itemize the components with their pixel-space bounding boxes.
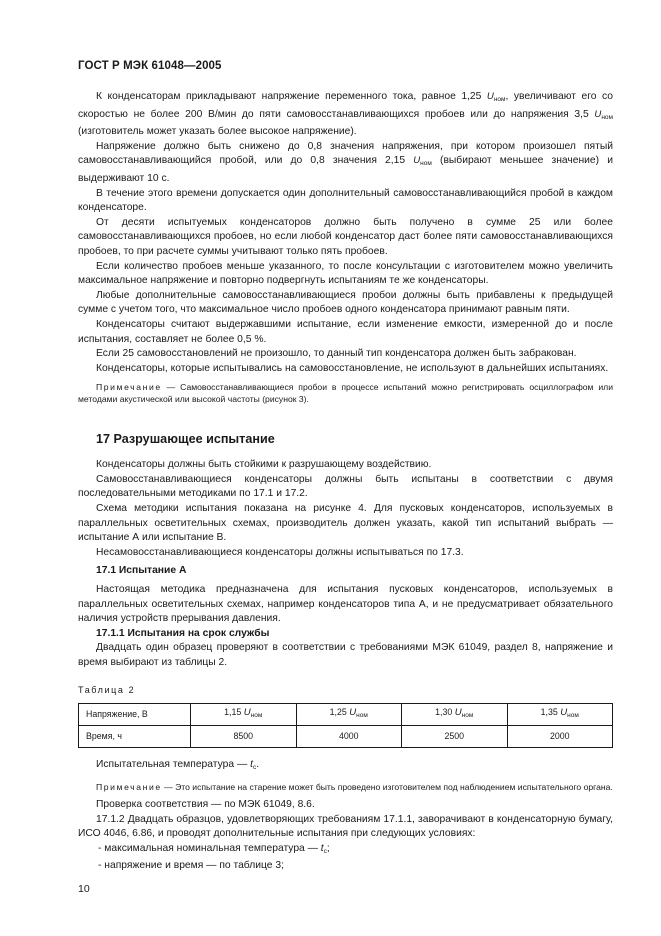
table-cell	[296, 704, 402, 726]
paragraph: Самовосстанавливающиеся конденсаторы должны быть испытаны в соответствии с двумя последовательными методиками по 17.1 и 17.2.	[78, 473, 613, 500]
text-run: (изготовитель может указать более высокое напряжение).	[78, 126, 357, 138]
paragraph: Несамовосстанавливающиеся конденсаторы должны испытываться по 17.3.	[96, 546, 464, 558]
table-cell: 8500	[191, 726, 297, 748]
table-cell: Время, ч	[79, 726, 191, 748]
subsection-label: 17.1.1 Испытания на срок службы	[96, 627, 270, 639]
note	[78, 781, 613, 793]
t-symbol: t	[320, 842, 324, 854]
subsection-title: 17.1 Испытание А	[96, 565, 187, 577]
paragraph	[78, 813, 613, 842]
u-symbol: U	[486, 91, 494, 102]
u-symbol: U	[413, 155, 421, 167]
t-subscript: c	[323, 847, 327, 855]
table-cell: Напряжение, В	[79, 704, 191, 726]
u-subscript: ном	[356, 712, 368, 720]
text-run: , увеличивают его со скоростью не более 200 В/мин до пяти самовосстанавливающихся пробоев или до напряжения 3,5	[78, 91, 613, 120]
table-cell: 2500	[402, 726, 508, 748]
paragraph: Схема методики испытания показана на рисунке 4. Для пусковых конденсаторов, используемых в параллельных осветительных схемах, производитель должен указать, какой тип испытаний выбрать — испытание А или испытание В.	[78, 503, 613, 544]
page-content	[78, 90, 613, 874]
u-symbol: U	[349, 707, 357, 719]
table-cell: 2000	[507, 726, 613, 748]
text-run: (выбирают меньшее значение) и выдерживают 10 с.	[78, 155, 613, 184]
u-subscript: ном	[420, 160, 432, 168]
table-caption-text: Таблица 2	[78, 684, 136, 695]
table-row	[79, 726, 613, 748]
paragraph	[78, 140, 613, 187]
paragraph: Конденсаторы, которые испытывались на самовосстановление, не используют в дальнейших испытаниях.	[96, 362, 609, 374]
text-run: - максимальная номинальная температура —	[98, 842, 321, 854]
table-cell	[402, 704, 508, 726]
page-number: 10	[78, 883, 90, 895]
paragraph: Проверка соответствия — по МЭК 61049, 8.6.	[96, 798, 315, 810]
subsection-title	[78, 627, 613, 642]
u-symbol: U	[560, 707, 568, 719]
note-text: — Это испытание на старение может быть проведено изготовителем под наблюдением испытательного органа.	[161, 781, 613, 792]
paragraph: Если количество пробоев меньше указанного, то после консультации с изготовителем можно увеличить максимальное напряжение и повторно подвергнуть испытаниям те же конденсаторы.	[78, 260, 613, 287]
paragraph: В течение этого времени допускается один дополнительный самовосстанавливающийся пробой в каждом конденсаторе.	[78, 187, 613, 214]
note-text: — Самовосстанавливающиеся пробои в процессе испытаний можно регистрировать осциллографом или методами акустической или высокой частоты (рисунок 3).	[78, 382, 613, 405]
paragraph: Любые дополнительные самовосстанавливающиеся пробои должны быть прибавлены к предыдущей сумме с учетом того, что максимальное число пробоев одного конденсатора принимают равным пяти.	[78, 289, 613, 316]
text-run: ;	[326, 842, 330, 854]
table-caption	[78, 683, 613, 698]
paragraph	[78, 758, 613, 776]
clause-number: 17.1.2	[96, 813, 125, 825]
note-label: Примечание	[96, 382, 162, 393]
table-cell: 4000	[296, 726, 402, 748]
list-item	[78, 842, 613, 860]
list-item: - напряжение и время — по таблице 3;	[98, 860, 284, 872]
paragraph: Настоящая методика предназначена для испытания пусковых конденсаторов, используемых в параллельных осветительных схемах, например конденсаторов типа А, и не предусматривает обязательного наличия устройств прерывания давления.	[78, 584, 613, 625]
paragraph	[78, 90, 613, 140]
coef-value: 1,15	[224, 707, 242, 718]
paragraph: Конденсаторы должны быть стойкими к разрушающему воздействию.	[96, 459, 432, 471]
paragraph: Конденсаторы считают выдержавшими испытание, если изменение емкости, измеренной до и после испытания, составляет не более 0,5 %.	[78, 318, 613, 345]
coef-value: 1,35	[540, 707, 558, 718]
u-subscript: ном	[601, 113, 613, 121]
table-row	[79, 704, 613, 726]
section-title: 17 Разрушающее испытание	[96, 431, 275, 446]
coef-value: 1,25	[329, 707, 347, 718]
table-cell	[507, 704, 613, 726]
paragraph: От десяти испытуемых конденсаторов должно быть получено в сумме 25 или более самовосстанавливающихся пробоев, но если любой конденсатор даст более пяти самовосстанавливающихся пробоев, то при расчете суммы учитывают только пять пробоев.	[78, 216, 613, 257]
note-label: Примечание	[96, 781, 162, 792]
document-header: ГОСТ Р МЭК 61048—2005	[78, 60, 222, 72]
text-run: Напряжение должно быть снижено до 0,8 значения напряжения, при котором произошел пятый самовосстанавливающийся пробой, или до 0,8 значения 2,15	[78, 140, 613, 167]
text-run: .	[256, 759, 260, 771]
u-symbol: U	[243, 707, 251, 719]
paragraph: Если 25 самовосстановлений не произошло, то данный тип конденсатора должен быть забракован.	[96, 348, 577, 360]
u-subscript: ном	[461, 712, 474, 720]
table-2	[78, 703, 613, 748]
u-symbol: U	[454, 707, 462, 719]
t-subscript: c	[252, 764, 257, 772]
table-cell	[191, 704, 297, 726]
note	[78, 381, 613, 405]
u-subscript: ном	[493, 96, 506, 103]
u-symbol: U	[594, 108, 602, 120]
paragraph: Двадцать один образец проверяют в соответствии с требованиями МЭК 61049, раздел 8, напряжение и время выбирают из таблицы 2.	[78, 642, 613, 668]
text-run: Двадцать образцов, удовлетворяющих требованиям 17.1.1, заворачивают в конденсаторную бумагу, ИСО 4046, 6.86, и проводят дополнительные испытания при следующих условиях:	[78, 813, 613, 840]
text-run: Испытательная температура —	[96, 759, 251, 771]
u-subscript: ном	[250, 712, 263, 720]
t-symbol: t	[250, 759, 253, 771]
text-run: К конденсаторам прикладывают напряжение переменного тока, равное 1,25	[96, 91, 487, 102]
coef-value: 1,30	[435, 707, 453, 718]
u-subscript: ном	[567, 712, 579, 720]
